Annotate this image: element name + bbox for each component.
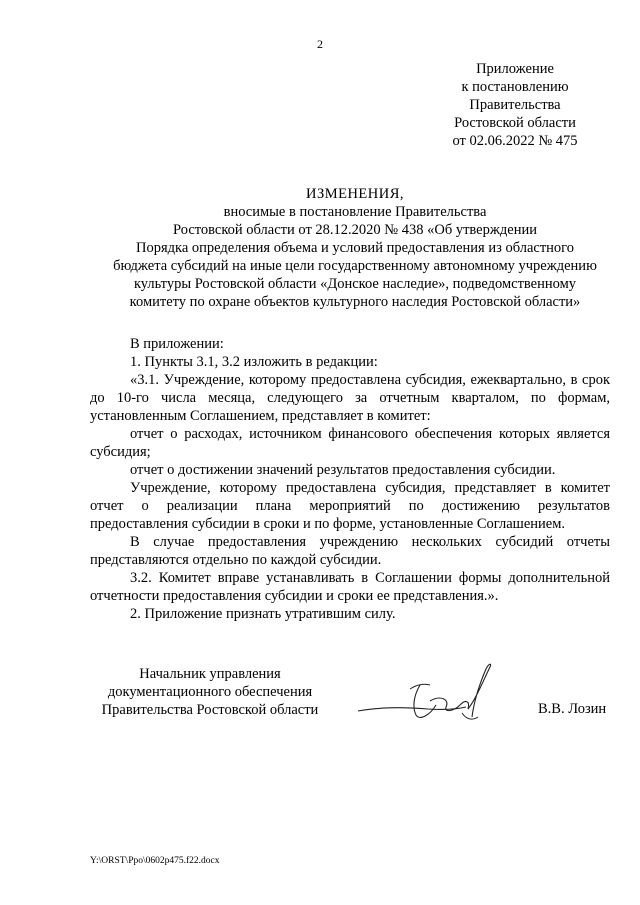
position-line: Правительства Ростовской области (101, 702, 319, 718)
signatory-position (90, 665, 330, 719)
body-paragraph: 1. Пункты 3.1, 3.2 изложить в редакции: (130, 354, 378, 370)
appendix-line: от 02.06.2022 № 475 (452, 133, 578, 149)
document-title (85, 185, 625, 311)
signer-name: В.В. Лозин (538, 701, 607, 717)
title-heading: ИЗМЕНЕНИЯ, (305, 186, 405, 202)
title-line: вносимые в постановление Правительства (223, 204, 487, 220)
title-line: комитету по охране объектов культурного наследия Ростовской области» (129, 294, 581, 310)
body-paragraph: 2. Приложение признать утратившим силу. (130, 606, 396, 622)
page-number: 2 (317, 37, 323, 51)
document-body (90, 335, 610, 623)
body-paragraph: отчет о достижении значений результатов предоставления субсидии. (130, 462, 556, 478)
title-line: Ростовской области от 28.12.2020 № 438 «Об утверждении (173, 222, 537, 238)
body-paragraph: «3.1. Учреждение, которому предоставлена субсидия, ежеквартально, в срок до 10-го числа месяца, следующего за отчетным кварталом, по формам, установленным Соглашением, представляет в комитет: (90, 372, 610, 424)
title-line: культуры Ростовской области «Донское наследие», подведомственному (133, 276, 577, 292)
body-paragraph: отчет о расходах, источником финансового обеспечения которых является субсидия; (90, 426, 610, 460)
file-path: Y:\ORST\Ppo\0602p475.f22.docx (90, 856, 220, 866)
body-paragraph: Учреждение, которому предоставлена субсидия, представляет в комитет отчет о реализации плана мероприятий по достижению результатов предоставления субсидии в сроки и по форме, установленные Соглашением. (90, 480, 610, 532)
title-line: Порядка определения объема и условий предоставления из областного (135, 240, 575, 256)
body-paragraph: В случае предоставления учреждению нескольких субсидий отчеты представляются отдельно по каждой субсидии. (90, 534, 610, 568)
appendix-line: Правительства (469, 97, 561, 113)
position-line: Начальник управления (139, 666, 281, 682)
handwritten-signature (350, 655, 500, 735)
appendix-line: к постановлению (461, 79, 569, 95)
appendix-line: Ростовской области (454, 115, 576, 131)
body-paragraph: 3.2. Комитет вправе устанавливать в Соглашении формы дополнительной отчетности предоставления субсидии и сроки ее представления.». (90, 570, 610, 604)
body-paragraph: В приложении: (130, 336, 224, 352)
appendix-line: Приложение (476, 61, 554, 77)
title-line: бюджета субсидий на иные цели государственному автономному учреждению (113, 258, 597, 274)
appendix-header (440, 60, 590, 150)
position-line: документационного обеспечения (107, 684, 313, 700)
